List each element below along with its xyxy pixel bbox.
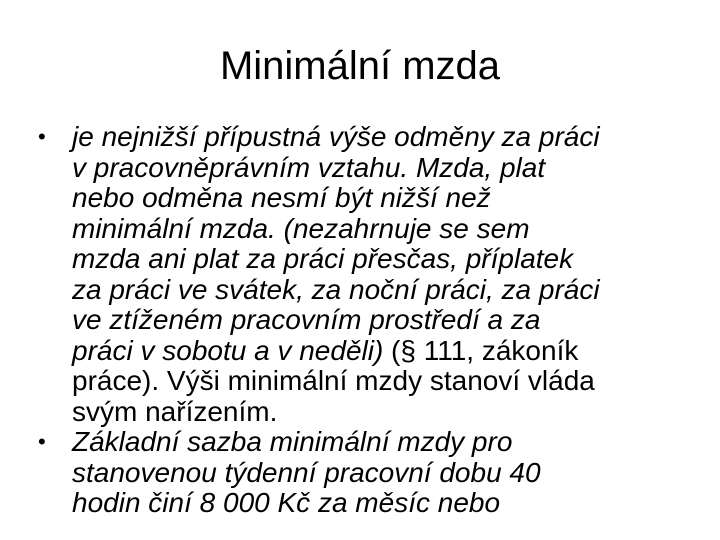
text-line: nebo odměna nesmí být nižší než [72, 182, 491, 213]
text-line: práce). Výši minimální mzdy stanoví vláda [72, 365, 595, 396]
bullet-item-base-rate [38, 427, 698, 519]
text-line: mzda ani plat za práci přesčas, příplatek [72, 243, 574, 274]
text-line: hodin činí 8 000 Kč za měsíc nebo [72, 487, 501, 518]
text-line: stanovenou týdenní pracovní dobu 40 [72, 456, 541, 488]
text-line: minimální mzda. (nezahrnuje se sem [72, 212, 530, 244]
bullet-dot-icon: • [38, 429, 46, 454]
bullet-item-definition [38, 122, 698, 427]
text-line: ve ztíženém pracovním prostředí a za [72, 304, 541, 335]
bullet-dot-icon: • [38, 124, 46, 149]
text-line: práci v sobotu a v neděli) (§ 111, zákoník [72, 334, 579, 366]
text-line: je nejnižší přípustná výše odměny za práci [72, 121, 600, 152]
text-line: za práci ve svátek, za noční práci, za práci [72, 273, 600, 305]
slide-title: Minimální mzda [219, 44, 501, 88]
bullet-list [38, 122, 698, 519]
text-line: v pracovněprávním vztahu. Mzda, plat [72, 151, 546, 183]
text-line: svým nařízením. [72, 395, 278, 427]
text-line: Základní sazba minimální mzdy pro [72, 426, 513, 457]
